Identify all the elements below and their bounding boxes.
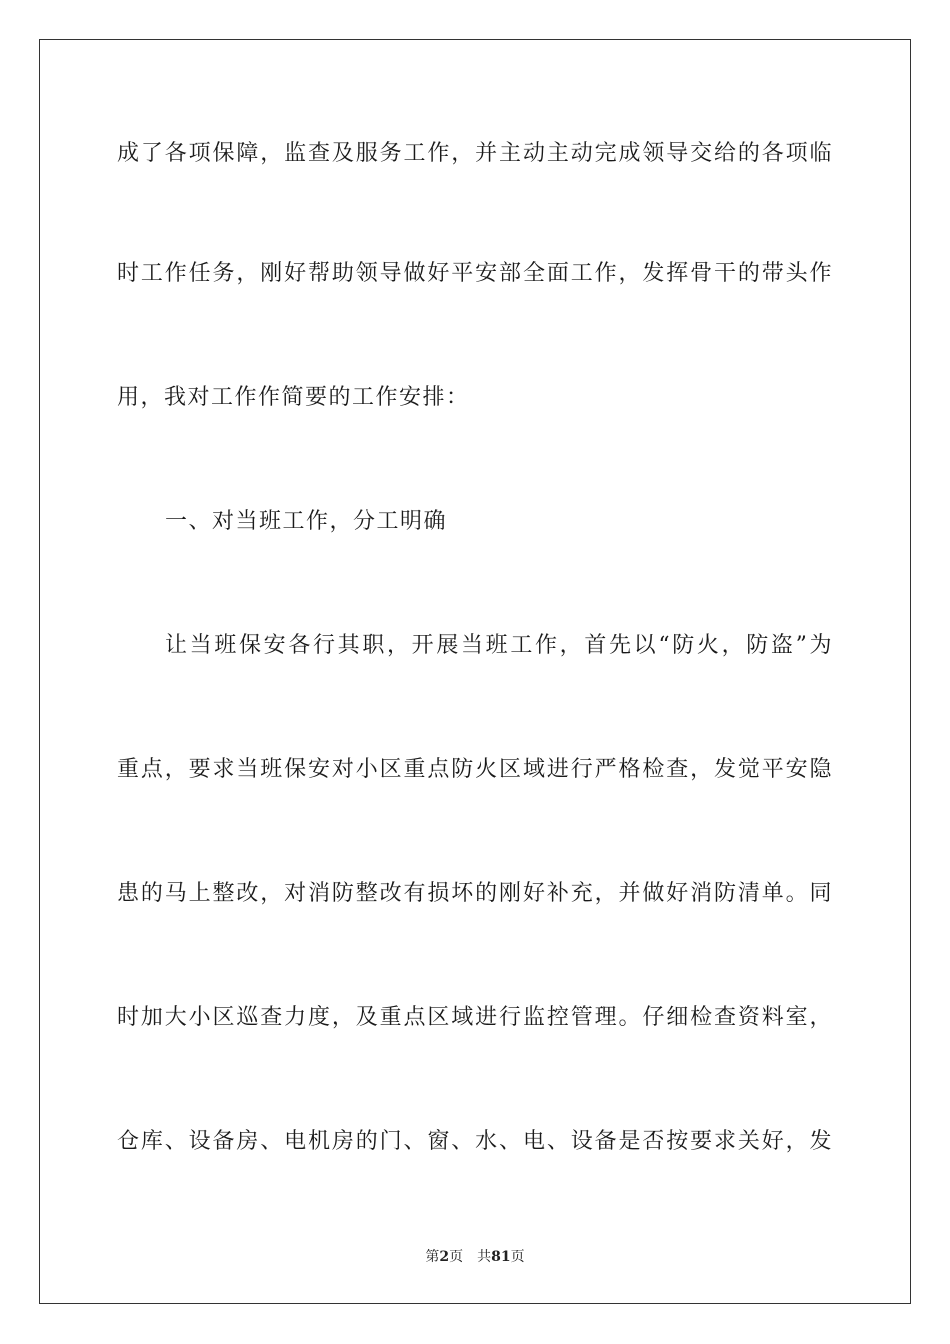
footer-total-prefix: 共 [477, 1249, 492, 1265]
section-heading: 一、对当班工作，分工明确 [165, 509, 448, 534]
body-text-line-7: 患的马上整改，对消防整改有损坏的刚好补充，并做好消防清单。同 [117, 881, 833, 906]
footer-total-pages: 81 [491, 1249, 511, 1265]
body-text-line-3: 用，我对工作作简要的工作安排： [117, 385, 470, 410]
body-text-line-6: 重点，要求当班保安对小区重点防火区域进行严格检查，发觉平安隐 [117, 757, 833, 782]
footer-page-suffix: 页 [449, 1249, 464, 1265]
body-text-line-2: 时工作任务，刚好帮助领导做好平安部全面工作，发挥骨干的带头作 [117, 261, 833, 286]
footer-total-suffix: 页 [510, 1249, 525, 1265]
body-text-line-5: 让当班保安各行其职，开展当班工作，首先以“防火，防盗”为 [165, 633, 833, 658]
page-border [39, 39, 911, 1304]
footer-page-prefix: 第 [425, 1249, 440, 1265]
body-text-line-1: 成了各项保障，监查及服务工作，并主动主动完成领导交给的各项临 [117, 141, 833, 166]
footer-page-number: 2 [439, 1249, 450, 1265]
body-text-line-8: 时加大小区巡查力度，及重点区域进行监控管理。仔细检查资料室， [117, 1005, 833, 1030]
body-text-line-9: 仓库、设备房、电机房的门、窗、水、电、设备是否按要求关好，发 [117, 1129, 833, 1154]
page-footer [0, 1247, 950, 1267]
